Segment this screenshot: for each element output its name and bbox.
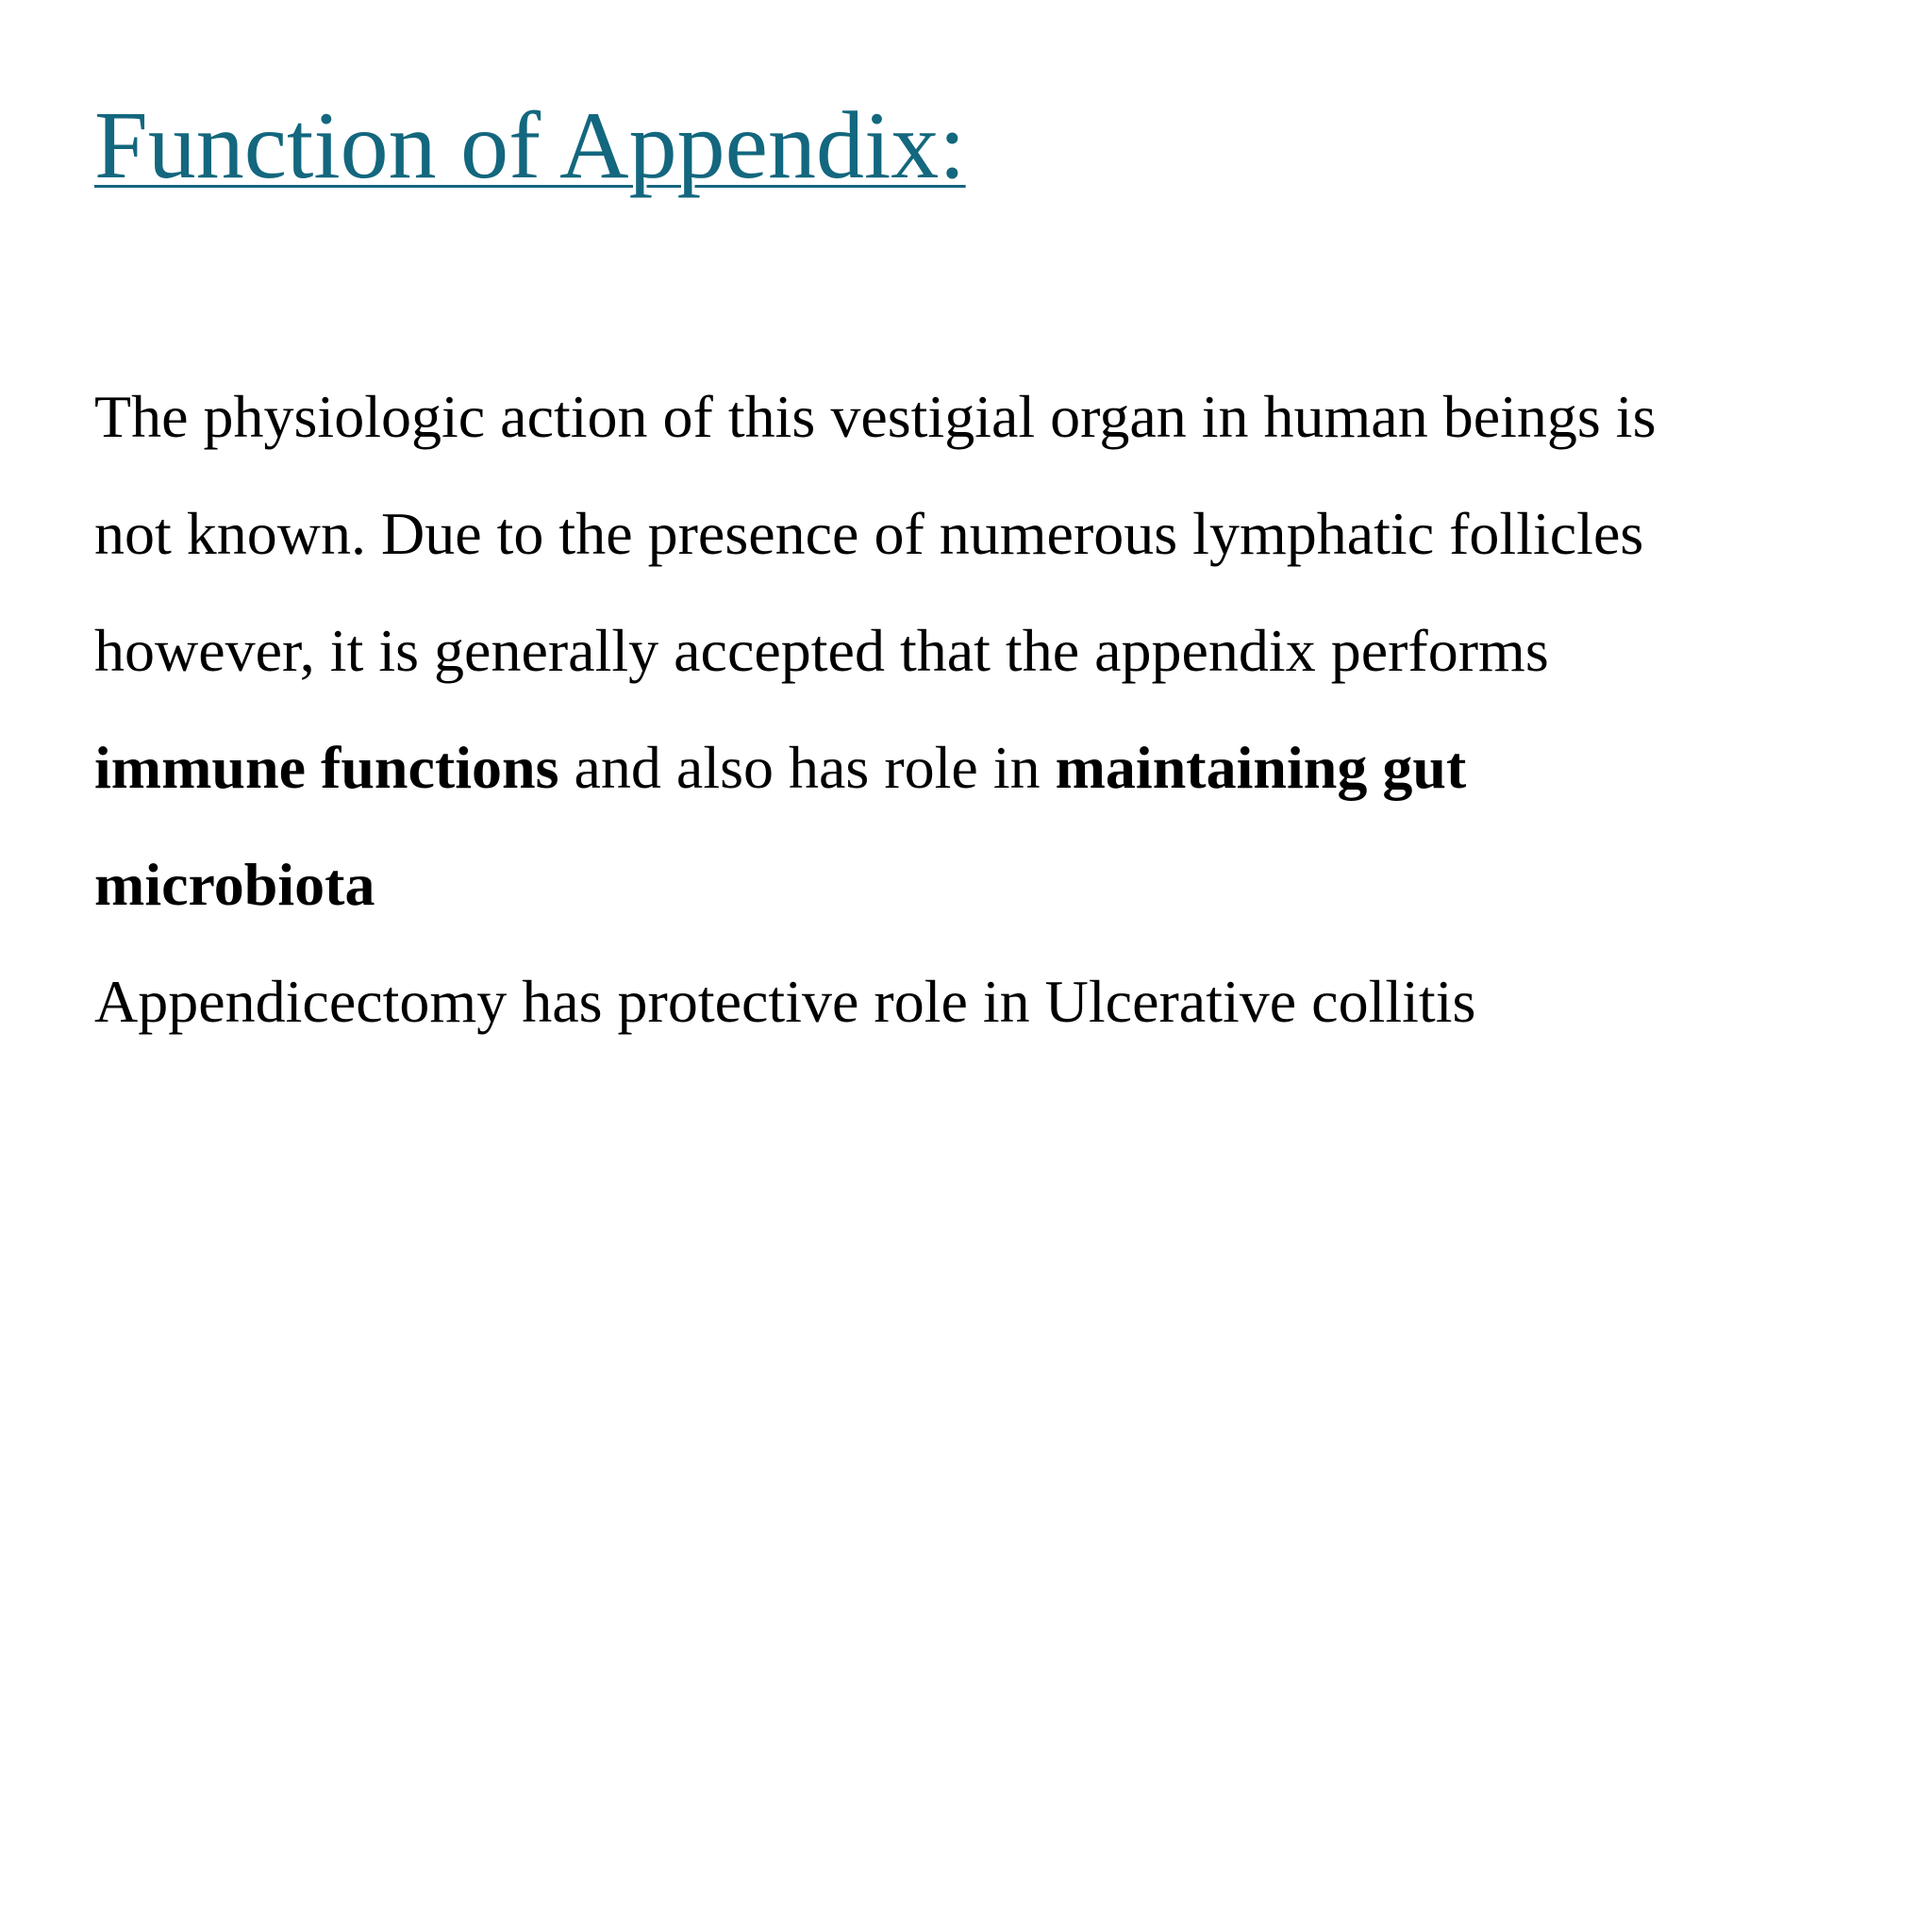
paragraph-line-1: The physiologic action of this vestigial organ in human beings is [94, 383, 1657, 450]
page-title: Function of Appendix: [94, 92, 966, 199]
bold-term-microbiota: microbiota [94, 851, 375, 918]
paragraph-appendicectomy: Appendicectomy has protective role in Ulcerative collitis [94, 968, 1476, 1035]
line-4-connector-text: and also has role in [558, 734, 1056, 801]
document-body [94, 358, 1849, 1060]
bold-term-immune-functions: immune functions [94, 734, 559, 801]
paragraph-line-3: however, it is generally accepted that the appendix performs [94, 617, 1549, 684]
paragraph-function-description [94, 358, 1849, 943]
bold-term-maintaining-gut: maintaining gut [1055, 734, 1467, 801]
paragraph-line-2: not known. Due to the presence of numerous lymphatic follicles [94, 500, 1644, 567]
paragraph-line-4 [94, 709, 1849, 826]
